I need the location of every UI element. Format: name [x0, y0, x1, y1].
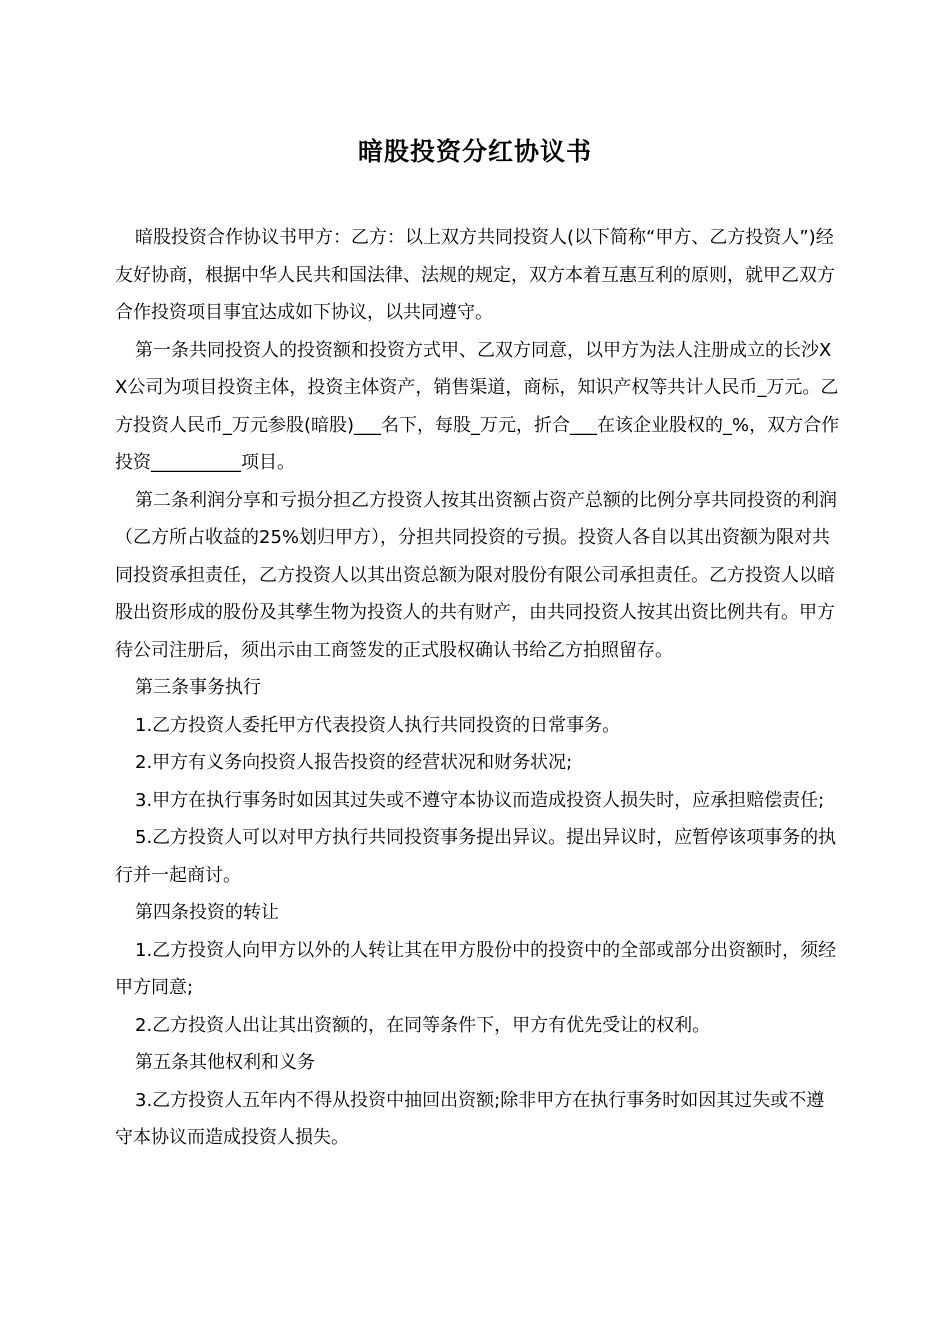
clause-5-3: 3.乙方投资人五年内不得从投资中抽回出资额;除非甲方在执行事务时如因其过失或不遵守本协议而造成投资人损失。: [115, 1089, 825, 1148]
document-body: [115, 219, 840, 1157]
heading-article-3: 第三条事务执行: [135, 677, 261, 698]
clause-3-2: 2.甲方有义务向投资人报告投资的经营状况和财务状况;: [135, 752, 573, 773]
clause-4-2: 2.乙方投资人出让其出资额的，在同等条件下，甲方有优先受让的权利。: [135, 1014, 711, 1036]
paragraph-article-1: 第一条共同投资人的投资额和投资方式甲、乙双方同意，以甲方为法人注册成立的长沙XX公司为项目投资主体，投资主体资产，销售渠道，商标，知识产权等共计人民币_万元。乙方投资人民币_万元参股(暗股)___名下，每股_万元，折合___在该企业股权的_%，双方合作投资__________项目。: [115, 339, 840, 473]
clause-3-3: 3.甲方在执行事务时如因其过失或不遵守本协议而造成投资人损失时，应承担赔偿责任;: [135, 789, 825, 811]
document-title: 暗股投资分红协议书: [357, 137, 592, 166]
paragraph-intro: 暗股投资合作协议书甲方：乙方：以上双方共同投资人(以下简称“甲方、乙方投资人”)经友好协商，根据中华人民共和国法律、法规的规定，双方本着互惠互利的原则，就甲乙双方合作投资项目事宜达成如下协议，以共同遵守。: [115, 227, 835, 323]
clause-3-5: 5.乙方投资人可以对甲方执行共同投资事务提出异议。提出异议时，应暂停该项事务的执行并一起商讨。: [115, 827, 837, 886]
clause-4-1: 1.乙方投资人向甲方以外的人转让其在甲方股份中的投资中的全部或部分出资额时，须经甲方同意;: [115, 939, 837, 998]
paragraph-article-2: 第二条利润分享和亏损分担乙方投资人按其出资额占资产总额的比例分享共同投资的利润（乙方所占收益的25%划归甲方），分担共同投资的亏损。投资人各自以其出资额为限对共同投资承担责任，乙方投资人以其出资总额为限对股份有限公司承担责任。乙方投资人以暗股出资形成的股份及其孳生物为投资人的共有财产，由共同投资人按其出资比例共有。甲方待公司注册后，须出示由工商签发的正式股权确认书给乙方拍照留存。: [115, 489, 837, 661]
heading-article-5: 第五条其他权利和义务: [135, 1052, 315, 1073]
clause-3-1: 1.乙方投资人委托甲方代表投资人执行共同投资的日常事务。: [135, 714, 621, 736]
heading-article-4: 第四条投资的转让: [135, 902, 279, 923]
